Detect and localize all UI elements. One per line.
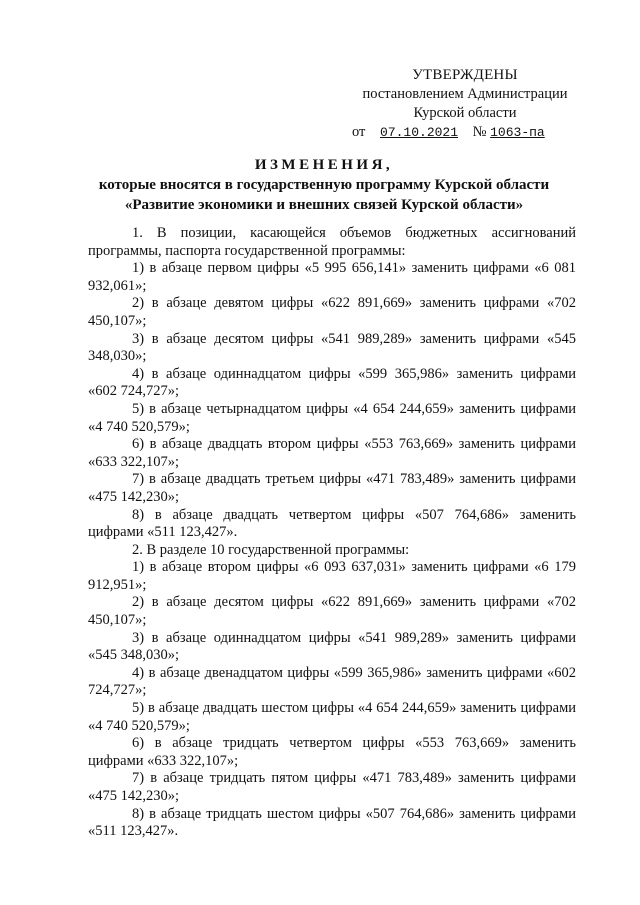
approval-date: 07.10.2021 <box>380 125 459 140</box>
paragraph: 4) в абзаце двенадцатом цифры «599 365,986» заменить цифрами «602 724,727»; <box>88 664 576 699</box>
approval-date-line <box>350 123 580 142</box>
paragraph: 6) в абзаце двадцать втором цифры «553 763,669» заменить цифрами «633 322,107»; <box>88 436 576 470</box>
document-body <box>88 225 576 841</box>
paragraph: 7) в абзаце двадцать третьем цифры «471 783,489» заменить цифрами «475 142,230»; <box>88 471 576 505</box>
paragraph: 5) в абзаце четырнадцатом цифры «4 654 244,659» заменить цифрами «4 740 520,579»; <box>88 400 576 435</box>
approval-heading: УТВЕРЖДЕНЫ <box>412 67 518 83</box>
paragraph: 1. В позиции, касающейся объемов бюджетных ассигнований программы, паспорта государственной программы: <box>88 225 576 259</box>
number-prefix: № <box>472 124 487 140</box>
paragraph: 2. В разделе 10 государственной программы: <box>132 541 410 558</box>
paragraph: 8) в абзаце двадцать четвертом цифры «507 764,686» заменить цифрами «511 123,427». <box>88 506 576 541</box>
paragraph: 1) в абзаце втором цифры «6 093 637,031» заменить цифрами «6 179 912,951»; <box>88 559 576 593</box>
paragraph: 1) в абзаце первом цифры «5 995 656,141» заменить цифрами «6 081 932,061»; <box>88 260 576 294</box>
approval-number: 1063-па <box>490 125 545 140</box>
paragraph: 6) в абзаце тридцать четвертом цифры «553 763,669» заменить цифрами «633 322,107»; <box>88 735 576 769</box>
paragraph: 5) в абзаце двадцать шестом цифры «4 654 244,659» заменить цифрами «4 740 520,579»; <box>88 700 576 734</box>
paragraph: 2) в абзаце девятом цифры «622 891,669» заменить цифрами «702 450,107»; <box>88 295 576 329</box>
paragraph: 3) в абзаце одиннадцатом цифры «541 989,289» заменить цифрами «545 348,030»; <box>88 629 576 664</box>
paragraph: 8) в абзаце тридцать шестом цифры «507 764,686» заменить цифрами «511 123,427». <box>88 805 576 840</box>
paragraph: 3) в абзаце десятом цифры «541 989,289» заменить цифрами «545 348,030»; <box>88 330 576 365</box>
approval-stamp <box>350 66 580 142</box>
approval-line-1: постановлением Администрации <box>362 86 568 102</box>
paragraph: 4) в абзаце одиннадцатом цифры «599 365,986» заменить цифрами «602 724,727»; <box>88 365 576 400</box>
title-main: ИЗМЕНЕНИЯ, <box>254 157 394 173</box>
title-line-1: которые вносятся в государственную программу Курской области <box>98 177 550 193</box>
paragraph: 7) в абзаце тридцать пятом цифры «471 783,489» заменить цифрами «475 142,230»; <box>88 770 576 804</box>
date-prefix: от <box>352 124 366 140</box>
document-title <box>60 155 588 215</box>
approval-line-2: Курской области <box>413 105 517 121</box>
paragraph: 2) в абзаце десятом цифры «622 891,669» заменить цифрами «702 450,107»; <box>88 594 576 629</box>
title-line-2: «Развитие экономики и внешних связей Курской области» <box>124 197 524 213</box>
